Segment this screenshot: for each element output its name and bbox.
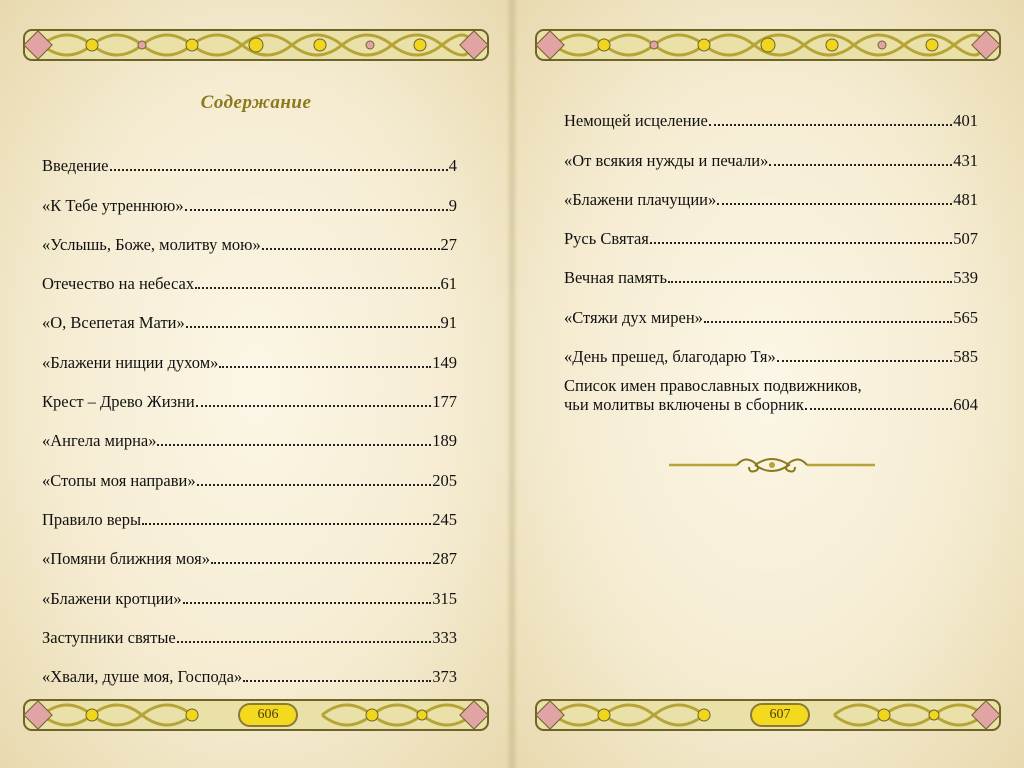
leader-dots: [110, 168, 448, 171]
toc-list-right: [564, 91, 978, 414]
toc-entry[interactable]: «О, Всепетая Мати» 91: [42, 313, 457, 333]
toc-entry[interactable]: «От всякия нужды и печали» 431: [564, 150, 978, 170]
leader-dots: [668, 280, 952, 283]
right-page: [512, 0, 1024, 768]
page-ref: 9: [448, 195, 457, 215]
leader-dots: [185, 208, 448, 211]
leader-dots: [157, 443, 431, 446]
toc-entry[interactable]: Введение 4: [42, 156, 457, 176]
leader-dots: [769, 163, 952, 166]
leader-dots: [177, 640, 432, 643]
page-ref: 315: [432, 588, 457, 608]
toc-entry[interactable]: «Ангела мирна» 189: [42, 431, 457, 451]
toc-entry[interactable]: «Блажени кротции» 315: [42, 588, 457, 608]
leader-dots: [777, 359, 952, 362]
leader-dots: [805, 407, 952, 410]
bottom-ornamental-border-left: [22, 690, 490, 740]
toc-entry[interactable]: «Помяни ближния моя» 287: [42, 549, 457, 569]
toc-entry-line1: Список имен православных подвижников,: [564, 376, 862, 396]
toc-entry[interactable]: «Блажени плачущии» 481: [564, 189, 978, 209]
ornament-border-icon: [534, 20, 1002, 70]
page-ref: 333: [432, 627, 457, 647]
leader-dots: [197, 483, 432, 486]
page-ref: 4: [448, 156, 457, 176]
page-ref: 401: [953, 111, 978, 131]
page-ref: 189: [432, 431, 457, 451]
page-ref: 61: [440, 274, 457, 294]
leader-dots: [142, 522, 431, 525]
leader-dots: [183, 601, 432, 604]
toc-entry[interactable]: Немощей исцеление 401: [564, 111, 978, 131]
leader-dots: [650, 241, 952, 244]
page-ref: 91: [440, 313, 457, 333]
top-ornamental-border-left: [22, 20, 490, 70]
toc-entry[interactable]: Список имен православных подвижников, чьи молитвы включены в сборник 604: [564, 376, 978, 415]
page-number: 607: [750, 703, 810, 727]
page-ref: 481: [953, 189, 978, 209]
toc-entry[interactable]: «Услышь, Боже, молитву мою» 27: [42, 234, 457, 254]
leader-dots: [195, 286, 439, 289]
page-ref: 604: [953, 395, 978, 415]
toc-entry[interactable]: «Стопы моя направи» 205: [42, 470, 457, 490]
page-ref: 539: [953, 268, 978, 288]
leader-dots: [717, 202, 952, 205]
leader-dots: [211, 561, 431, 564]
leader-dots: [219, 365, 431, 368]
toc-entry[interactable]: Заступники святые 333: [42, 627, 457, 647]
leader-dots: [704, 320, 952, 323]
page-ref: 565: [953, 307, 978, 327]
toc-entry[interactable]: Крест – Древо Жизни 177: [42, 392, 457, 412]
page-ref: 205: [432, 470, 457, 490]
page-ref: 287: [432, 549, 457, 569]
page-ref: 177: [432, 392, 457, 412]
ornament-border-icon: [22, 20, 490, 70]
toc-list-left: [42, 136, 457, 686]
toc-entry[interactable]: «Хвали, душе моя, Господа» 373: [42, 667, 457, 687]
toc-entry[interactable]: «К Тебе утреннюю» 9: [42, 195, 457, 215]
toc-entry[interactable]: «Блажени нищии духом» 149: [42, 352, 457, 372]
leader-dots: [262, 247, 440, 250]
leader-dots: [186, 325, 440, 328]
page-title: Содержание: [200, 92, 312, 113]
toc-entry[interactable]: Вечная память 539: [564, 268, 978, 288]
toc-entry[interactable]: Правило веры 245: [42, 509, 457, 529]
page-ref: 431: [953, 150, 978, 170]
bottom-ornamental-border-right: [534, 690, 1002, 740]
leader-dots: [709, 123, 952, 126]
leader-dots: [196, 404, 432, 407]
page-ref: 245: [432, 509, 457, 529]
book-spine: [506, 0, 518, 768]
page-ref: 585: [953, 347, 978, 367]
page-ref: 507: [953, 229, 978, 249]
toc-entry[interactable]: Русь Святая 507: [564, 229, 978, 249]
page-ref: 27: [440, 234, 457, 254]
page-ref: 373: [432, 667, 457, 687]
toc-entry[interactable]: Отечество на небесах 61: [42, 274, 457, 294]
toc-entry[interactable]: «Стяжи дух мирен» 565: [564, 307, 978, 327]
page-number: 606: [238, 703, 298, 727]
leader-dots: [243, 679, 431, 682]
ornament-divider-icon: [667, 452, 877, 478]
page-ref: 149: [432, 352, 457, 372]
top-ornamental-border-right: [534, 20, 1002, 70]
toc-entry[interactable]: «День прешед, благодарю Тя» 585: [564, 347, 978, 367]
